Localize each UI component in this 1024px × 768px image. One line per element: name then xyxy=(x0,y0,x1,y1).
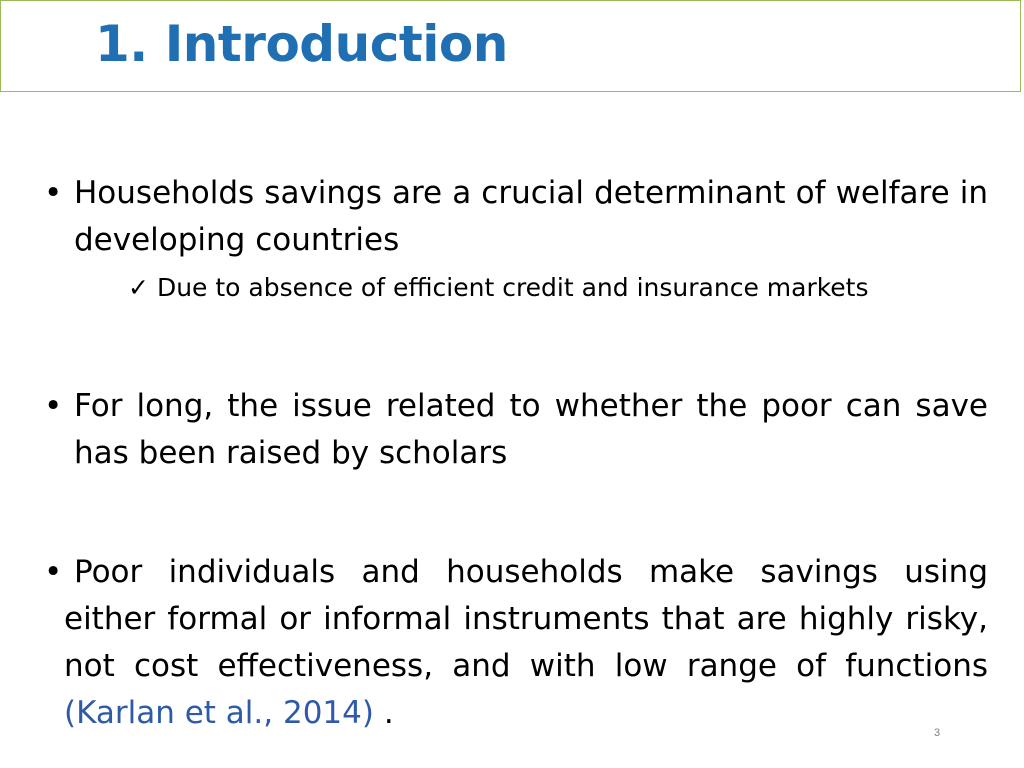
page-number: 3 xyxy=(934,727,941,739)
bullet-marker: • xyxy=(44,388,63,424)
bullet-marker: • xyxy=(44,175,63,211)
bullet-text: Poor individuals and households make savings using either formal or informal instruments that are highly risky, not cost effectiveness, and with low range of functions xyxy=(64,554,988,684)
bullet-text-block xyxy=(44,549,988,737)
sub-bullet-text: Due to absence of efficient credit and insurance markets xyxy=(156,273,869,302)
sub-bullet-1 xyxy=(128,273,869,302)
checkmark-icon: ✓ xyxy=(128,273,149,302)
bullet-marker: • xyxy=(44,554,63,590)
title-box xyxy=(0,0,1021,92)
bullet-end: . xyxy=(373,695,394,731)
bullet-1 xyxy=(44,170,988,264)
bullet-text: For long, the issue related to whether the poor can save has been raised by scholars xyxy=(74,388,988,471)
bullet-2 xyxy=(44,383,988,477)
citation: (Karlan et al., 2014) xyxy=(64,695,374,731)
bullet-3 xyxy=(44,549,988,737)
bullet-text: Households savings are a crucial determinant of welfare in developing countries xyxy=(74,175,988,258)
slide-title: 1. Introduction xyxy=(95,15,508,73)
